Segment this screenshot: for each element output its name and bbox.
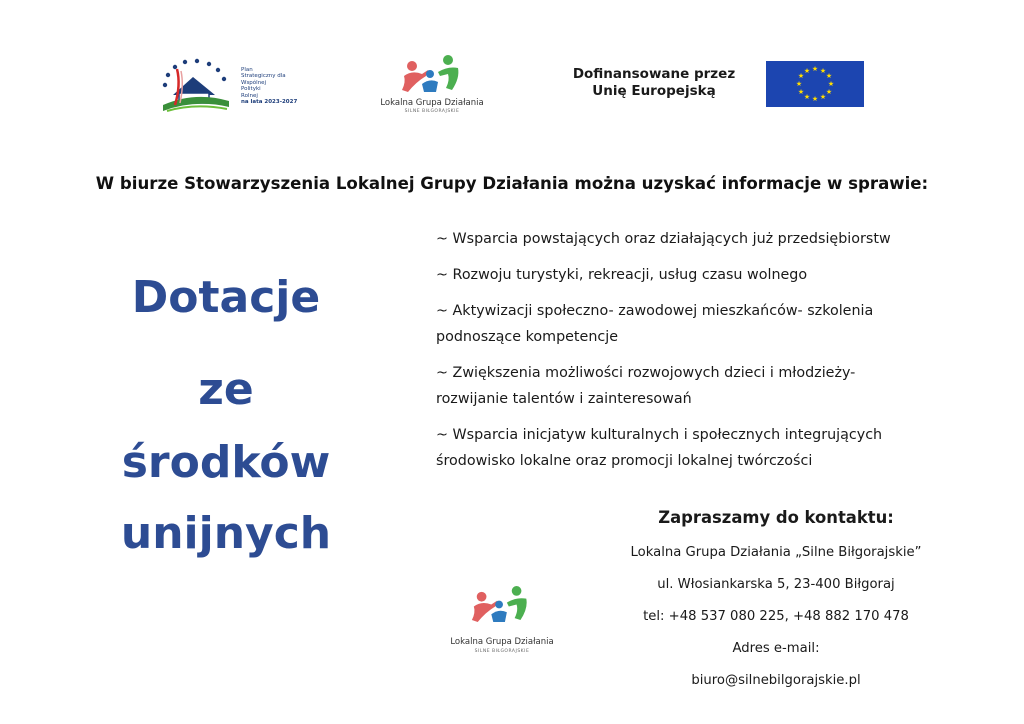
contact-email-label: Adres e-mail: bbox=[732, 641, 820, 656]
list-item: ~ Wsparcia powstających oraz działających już przedsiębiorstw bbox=[436, 231, 891, 247]
contact-email: biuro@silnebilgorajskie.pl bbox=[691, 673, 861, 688]
psp-emblem-icon bbox=[155, 55, 235, 115]
lgd-people-icon bbox=[468, 577, 536, 633]
svg-text:★: ★ bbox=[827, 80, 835, 88]
svg-text:★: ★ bbox=[795, 80, 803, 88]
title-line: unijnych bbox=[120, 508, 332, 559]
eu-cofinancing-text bbox=[556, 66, 752, 100]
list-item: ~ Wsparcia inicjatyw kulturalnych i społecznych integrujących środowisko lokalne oraz promocji lokalnej twórczości bbox=[436, 427, 883, 469]
lgd-logo-bottom bbox=[446, 577, 558, 657]
eu-text-line1: Dofinansowane przez bbox=[572, 66, 736, 82]
contact-title: Zapraszamy do kontaktu: bbox=[658, 508, 894, 527]
lgd-logo-top bbox=[372, 52, 492, 114]
psp-line: Polityki bbox=[241, 86, 261, 93]
eu-flag-icon bbox=[766, 61, 864, 107]
topics-list bbox=[436, 226, 976, 484]
psp-line: Strategiczny dla bbox=[241, 73, 286, 80]
psp-line: Plan bbox=[241, 67, 253, 73]
svg-text:★: ★ bbox=[825, 72, 833, 80]
list-item: ~ Zwiększenia możliwości rozwojowych dzieci i młodzieży- rozwijanie talentów i zainteresowań bbox=[436, 365, 856, 407]
title-line: środków bbox=[121, 437, 331, 488]
eu-text-line2: Unię Europejską bbox=[592, 83, 716, 99]
svg-text:★: ★ bbox=[819, 93, 827, 101]
svg-text:★: ★ bbox=[797, 88, 805, 96]
svg-text:★: ★ bbox=[819, 67, 827, 75]
title-line: ze bbox=[198, 364, 254, 415]
lgd-name: Lokalna Grupa Działania bbox=[450, 637, 554, 647]
contact-phone: tel: +48 537 080 225, +48 882 170 478 bbox=[643, 609, 909, 624]
svg-text:★: ★ bbox=[803, 67, 811, 75]
title-line: Dotacje bbox=[131, 272, 321, 323]
psp-logo bbox=[155, 55, 315, 115]
svg-text:★: ★ bbox=[803, 93, 811, 101]
lgd-sub: SILNE BIŁGORAJSKIE bbox=[404, 109, 460, 114]
svg-text:★: ★ bbox=[811, 95, 819, 103]
lgd-sub: SILNE BIŁGORAJSKIE bbox=[474, 649, 530, 654]
list-item: ~ Aktywizacji społeczno- zawodowej mieszkańców- szkolenia podnoszące kompetencje bbox=[436, 303, 874, 345]
contact-org: Lokalna Grupa Działania „Silne Biłgorajskie” bbox=[630, 545, 922, 560]
lgd-name: Lokalna Grupa Działania bbox=[380, 98, 484, 108]
svg-text:★: ★ bbox=[797, 72, 805, 80]
page-heading: W biurze Stowarzyszenia Lokalnej Grupy Działania można uzyskać informacje w sprawie: bbox=[95, 174, 929, 193]
contact-address: ul. Włosiankarska 5, 23-400 Biłgoraj bbox=[657, 577, 895, 592]
psp-line: Rolnej bbox=[241, 92, 258, 99]
psp-line: na lata 2023-2027 bbox=[241, 99, 298, 106]
lgd-people-icon bbox=[398, 52, 468, 97]
list-item: ~ Rozwoju turystyki, rekreacji, usług czasu wolnego bbox=[436, 267, 808, 283]
svg-text:★: ★ bbox=[825, 88, 833, 96]
contact-block bbox=[586, 505, 966, 697]
svg-text:★: ★ bbox=[811, 65, 819, 73]
psp-line: Wspólnej bbox=[241, 79, 267, 86]
